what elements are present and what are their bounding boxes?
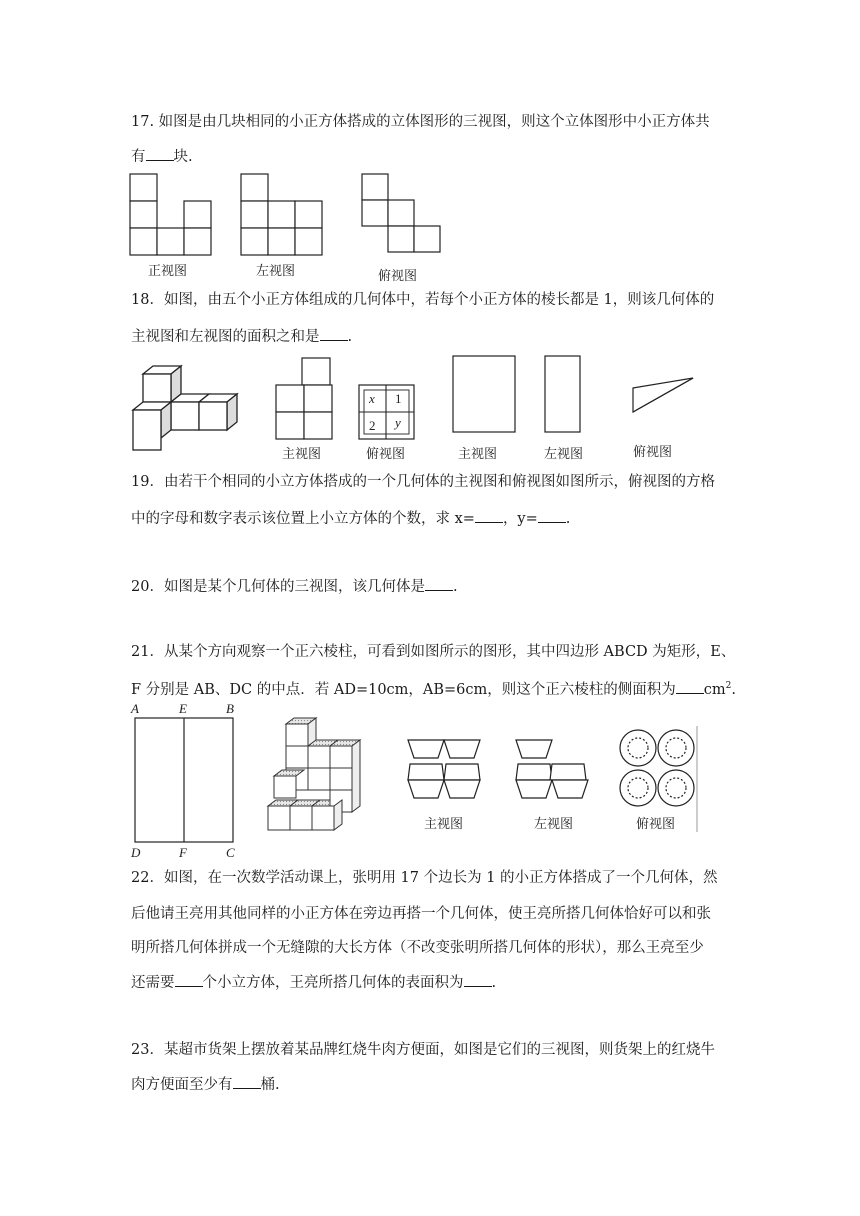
q18-cube-solid-figure	[131, 366, 243, 454]
q19-main-view	[276, 358, 332, 439]
q20-three-views-figure	[448, 354, 700, 462]
q23-three-views-figure	[404, 722, 704, 840]
q23-left-view	[516, 740, 588, 798]
q18-line2-post: .	[347, 329, 353, 345]
q19-views-figure	[274, 356, 422, 462]
q17-caption-front: 正视图	[148, 264, 188, 279]
q19-line2-post: .	[565, 511, 571, 527]
q20-caption-left: 左视图	[544, 447, 584, 462]
q23-answer-blank	[233, 1074, 261, 1089]
q20-line1	[131, 576, 458, 597]
q22-line4-pre: 还需要	[131, 975, 175, 991]
q21-line2-unit: cm	[703, 681, 726, 698]
q18-line2	[131, 326, 352, 347]
q19-cell-y: y	[395, 415, 401, 430]
q22-line4	[131, 972, 496, 993]
q19-line1: 19．由若干个相同的小立方体搭成的一个几何体的主视图和俯视图如图所示，俯视图的方格	[131, 474, 715, 490]
q19-caption-top: 俯视图	[366, 447, 406, 462]
q17-line2-pre: 有	[131, 149, 146, 165]
q22-line4-post: .	[491, 975, 497, 991]
q20-answer-blank	[425, 576, 453, 591]
q21-line2	[131, 676, 736, 700]
q22-area-blank	[464, 972, 492, 987]
q17-three-views-figure	[128, 172, 448, 284]
q20-line1-pre: 20．如图是某个几何体的三视图，该几何体是	[131, 579, 425, 595]
label-C: C	[226, 845, 235, 860]
q23-caption-main: 主视图	[424, 817, 464, 832]
q19-y-blank	[538, 508, 566, 523]
q17-line2-post: 块.	[173, 149, 193, 165]
q21-line2-sup: 2	[725, 681, 732, 691]
q23-line2-pre: 肉方便面至少有	[131, 1077, 233, 1093]
label-B: B	[226, 701, 234, 716]
q20-caption-main: 主视图	[458, 447, 498, 462]
q17-line2	[131, 146, 193, 167]
q18-answer-blank	[320, 326, 348, 341]
q22-line1: 22．如图，在一次数学活动课上，张明用 17 个边长为 1 的小正方体搭成了一个几何体，然	[131, 870, 718, 886]
label-F: F	[179, 845, 187, 860]
q20-main-view	[453, 356, 515, 432]
label-E: E	[179, 701, 187, 716]
q17-left-view	[241, 174, 322, 255]
label-A: A	[131, 701, 139, 716]
q19-top-view-grid	[359, 385, 414, 439]
q19-line2	[131, 508, 570, 529]
q20-caption-top: 俯视图	[633, 445, 673, 460]
q23-line2-post: 桶.	[260, 1077, 280, 1093]
q21-line2-pre: F 分别是 AB、DC 的中点．若 AD=10cm，AB=6cm，则这个正六棱柱的侧面积为	[131, 681, 676, 698]
q22-count-blank	[175, 972, 203, 987]
q19-cell-x: x	[369, 391, 375, 406]
q22-line2: 后他请王亮用其他同样的小正方体在旁边再搭一个几何体，使王亮所搭几何体恰好可以和张	[131, 906, 711, 922]
q21-line1: 21．从某个方向观察一个正六棱柱，可看到如图所示的图形，其中四边形 ABCD 为矩形，E、	[131, 644, 736, 660]
q17-line1: 17. 如图是由几块相同的小正方体搭成的立体图形的三视图，则这个立体图形中小正方体共	[131, 114, 710, 130]
q19-cell-1: 1	[395, 391, 402, 406]
q22-line4-mid: 个小立方体，王亮所搭几何体的表面积为	[202, 975, 464, 991]
q23-line2	[131, 1074, 280, 1095]
q18-line2-pre: 主视图和左视图的面积之和是	[131, 329, 320, 345]
q22-cube-stack-figure	[264, 716, 376, 840]
q23-main-view	[408, 740, 480, 798]
q17-caption-top: 俯视图	[378, 269, 418, 284]
q19-line2-pre: 中的字母和数字表示该位置上小立方体的个数，求 x=	[131, 511, 475, 527]
label-D: D	[131, 845, 141, 860]
q23-caption-top: 俯视图	[636, 817, 676, 832]
q17-answer-blank	[146, 146, 174, 161]
q18-line1: 18．如图，由五个小正方体组成的几何体中，若每个小正方体的棱长都是 1，则该几何体的	[131, 292, 715, 308]
q19-x-blank	[475, 508, 503, 523]
q21-rectangle-figure	[128, 700, 238, 860]
q20-left-view	[545, 356, 580, 432]
q21-line2-post: .	[731, 681, 737, 698]
q17-top-view	[362, 174, 440, 252]
q19-cell-2: 2	[369, 418, 376, 433]
q22-line3: 明所搭几何体拼成一个无缝隙的大长方体（不改变张明所搭几何体的形状），那么王亮至少	[131, 940, 704, 956]
q17-front-view	[130, 174, 211, 255]
q19-line2-mid: ，y=	[502, 511, 538, 527]
q21-answer-blank	[676, 679, 704, 694]
q23-line1: 23．某超市货架上摆放着某品牌红烧牛肉方便面，如图是它们的三视图，则货架上的红烧牛	[131, 1042, 715, 1058]
q23-caption-left: 左视图	[534, 817, 574, 832]
q19-caption-main: 主视图	[282, 447, 322, 462]
q17-caption-left: 左视图	[256, 264, 296, 279]
q20-line1-post: .	[452, 579, 458, 595]
